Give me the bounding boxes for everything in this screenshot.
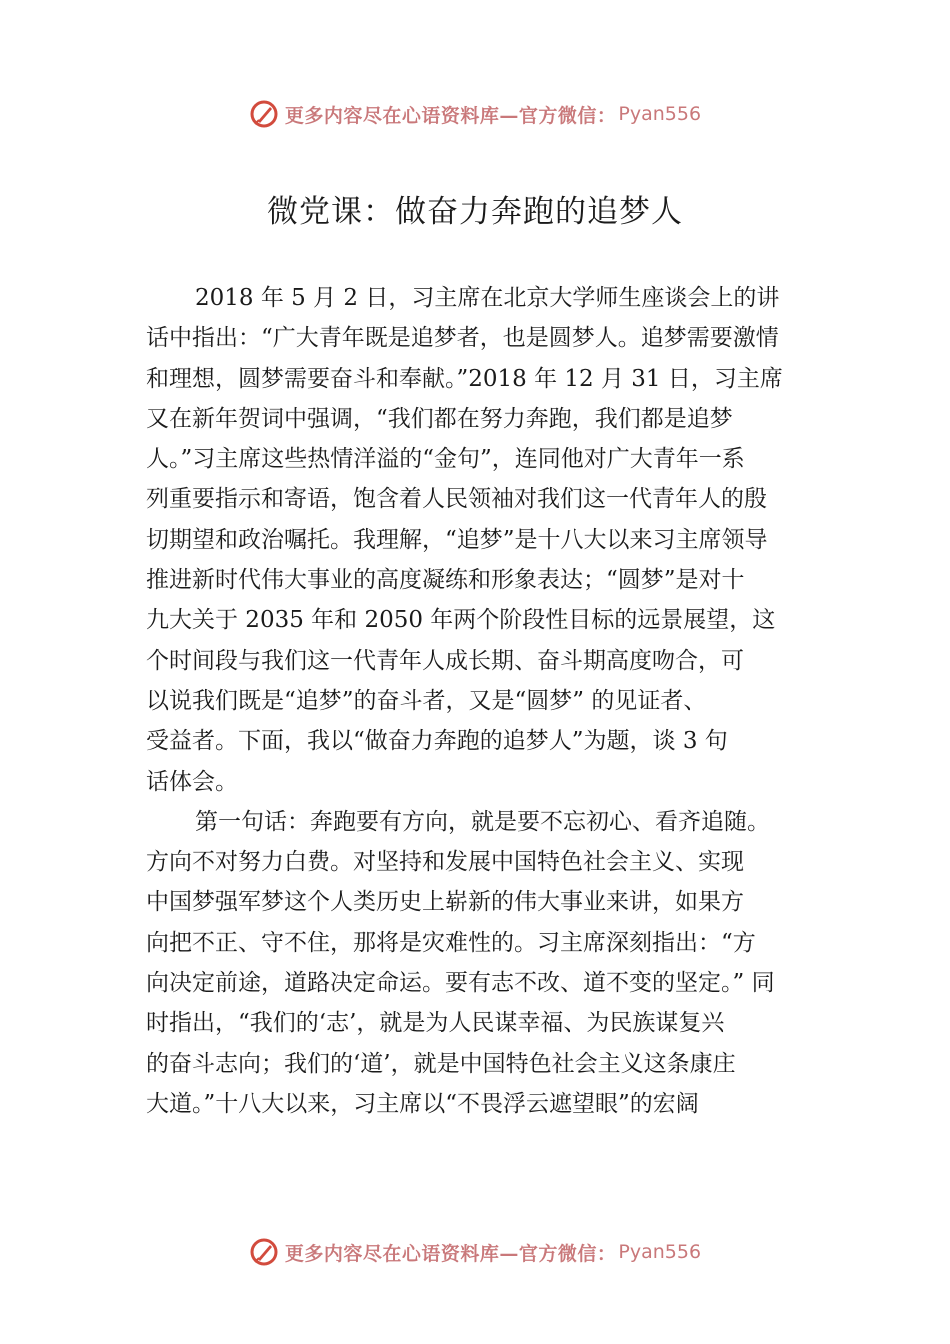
quill-logo-icon	[249, 99, 279, 129]
banner-text: 更多内容尽在心语资料库—官方微信：	[284, 104, 617, 127]
page-title: 微党课：做奋力奔跑的追梦人	[267, 194, 683, 230]
wechat-id: Pyan556	[618, 103, 702, 125]
banner-text: 更多内容尽在心语资料库—官方微信：	[284, 1242, 617, 1265]
article-body	[146, 278, 822, 1124]
paragraph-line: 2018 年 5 月 2 日，习主席在北京大学师生座谈会上的讲	[195, 285, 780, 311]
paragraph-line: 受益者。下面，我以“做奋力奔跑的追梦人”为题，谈 3 句	[146, 728, 728, 755]
paragraph-line: 向把不正、守不住，那将是灾难性的。习主席深刻指出：“方	[146, 929, 756, 956]
paragraph-line: 中国梦强军梦这个人类历史上崭新的伟大事业来讲，如果方	[146, 889, 744, 916]
paragraph-line: 和理想，圆梦需要奋斗和奉献。”2018 年 12 月 31 日，习主席	[146, 365, 783, 392]
paragraph-line: 切期望和政治嘱托。我理解，“追梦”是十八大以来习主席领导	[146, 526, 768, 553]
paragraph-line: 又在新年贺词中强调，“我们都在努力奔跑，我们都是追梦	[146, 405, 733, 432]
paragraph-line: 个时间段与我们这一代青年人成长期、奋斗期高度吻合，可	[146, 647, 744, 674]
paragraph-line: 话体会。	[146, 768, 238, 795]
paragraph-line: 推进新时代伟大事业的高度凝练和形象表达；“圆梦”是对十	[146, 567, 745, 594]
section-heading-line: 第一句话：奔跑要有方向，就是要不忘初心、看齐追随。	[195, 808, 770, 835]
paragraph-line: 九大关于 2035 年和 2050 年两个阶段性目标的远景展望，这	[146, 607, 776, 634]
footer-banner	[0, 1232, 950, 1272]
paragraph-line: 时指出，“我们的‘志’，就是为人民谋幸福、为民族谋复兴	[146, 1010, 725, 1037]
paragraph-line: 以说我们既是“追梦”的奋斗者，又是“圆梦” 的见证者、	[146, 687, 707, 714]
paragraph-line: 列重要指示和寄语，饱含着人民领袖对我们这一代青年人的殷	[146, 486, 767, 513]
header-banner	[0, 94, 950, 134]
paragraph-line: 的奋斗志向；我们的‘道’，就是中国特色社会主义这条康庄	[146, 1050, 736, 1077]
paragraph-line: 方向不对努力白费。对坚持和发展中国特色社会主义、实现	[146, 849, 744, 876]
paragraph-line: 话中指出：“广大青年既是追梦者，也是圆梦人。追梦需要激情	[146, 325, 779, 352]
paragraph-line: 大道。”十八大以来，习主席以“不畏浮云遮望眼”的宏阔	[146, 1090, 699, 1117]
quill-logo-icon	[249, 1237, 279, 1267]
paragraph-line: 向决定前途，道路决定命运。要有志不改、道不变的坚定。” 同	[146, 970, 775, 997]
paragraph-line: 人。”习主席这些热情洋溢的“金句”，连同他对广大青年一系	[146, 446, 745, 473]
wechat-id: Pyan556	[618, 1241, 702, 1263]
